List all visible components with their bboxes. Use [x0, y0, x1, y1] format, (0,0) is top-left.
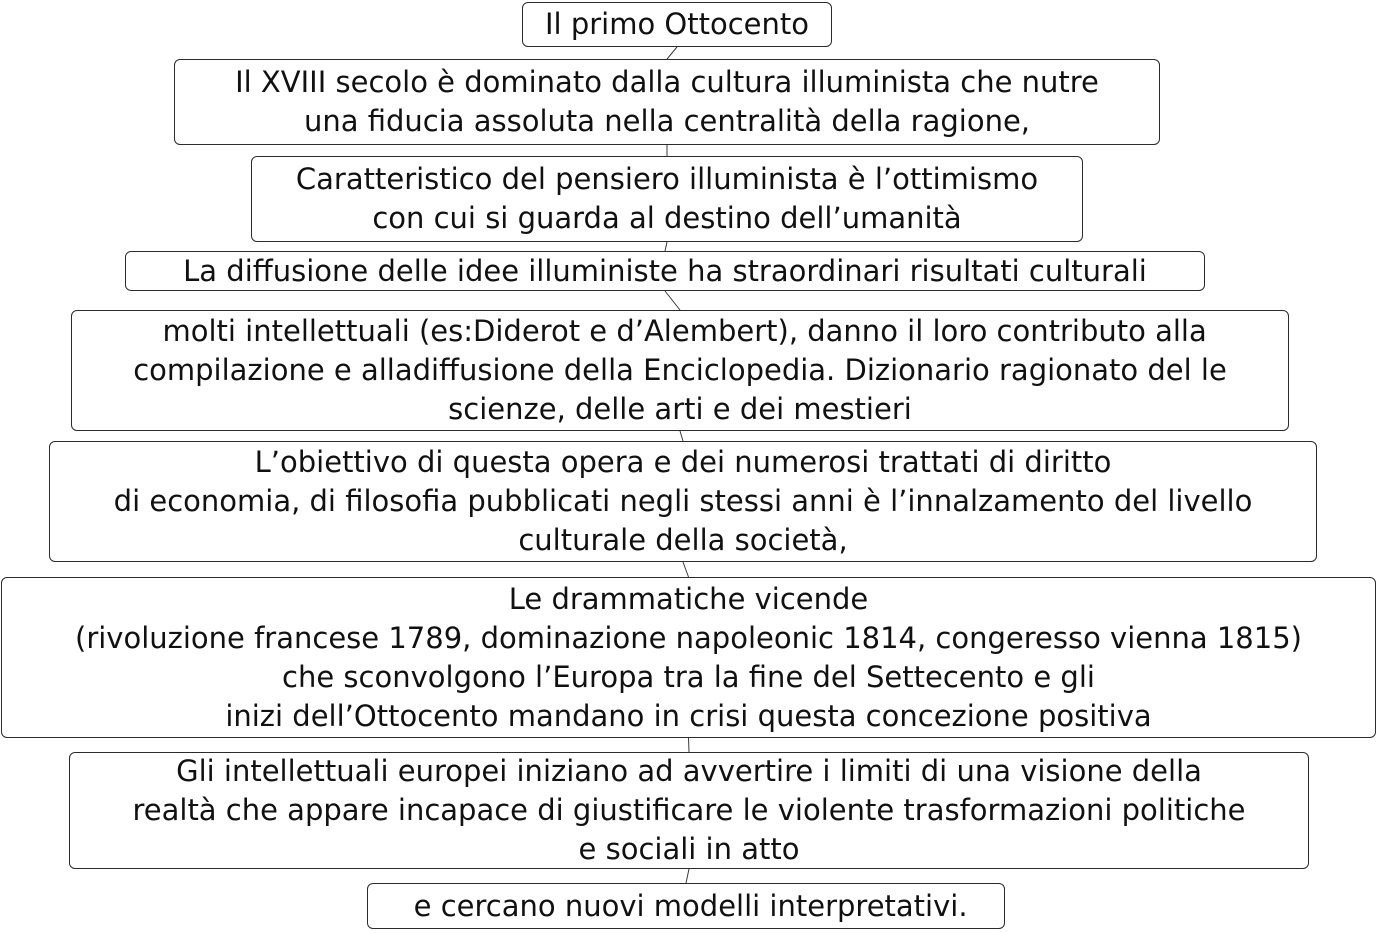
node-dramatic-events-line: che sconvolgono l’Europa tra la fine del Settecento e gli — [282, 659, 1095, 694]
node-objective — [49, 441, 1317, 562]
connector-line — [686, 869, 689, 883]
node-title — [522, 2, 832, 47]
connector-line — [683, 562, 689, 577]
connector-line — [665, 291, 680, 310]
node-intellectuals-limits-line: Gli intellettuali europei iniziano ad avvertire i limiti di una visione della — [176, 754, 1202, 788]
node-optimism-line: Caratteristico del pensiero illuminista è l’ottimismo — [295, 162, 1039, 196]
node-xviii-century — [174, 59, 1160, 145]
node-objective-line: di economia, di filosofia pubblicati negli stessi anni è l’innalzamento del livello — [113, 484, 1253, 518]
node-encyclopedia-line: molti intellettuali (es:Diderot e d’Alembert), danno il loro contributo alla — [153, 314, 1207, 348]
node-encyclopedia-line: compilazione e alladiffusione della Enciclopedia. Dizionario ragionato del le — [133, 353, 1227, 387]
node-new-models — [367, 883, 1005, 929]
node-optimism-line: con cui si guarda al destino dell’umanità — [372, 201, 962, 235]
node-dramatic-events-line: inizi dell’Ottocento mandano in crisi questa concezione positiva — [225, 698, 1152, 733]
connector-line — [689, 738, 690, 752]
node-intellectuals-limits-line: realtà che appare incapace di giustificare le violente trasformazioni politiche — [132, 793, 1246, 827]
node-intellectuals-limits — [69, 752, 1309, 869]
node-dramatic-events-line: (rivoluzione francese 1789, dominazione napoleonic 1814, congeresso vienna 1815) — [75, 620, 1302, 655]
connector-line — [665, 242, 667, 251]
node-new-models-line: e cercano nuovi modelli interpretativi. — [404, 888, 968, 923]
node-optimism — [251, 156, 1083, 242]
node-xviii-century-line: una fiducia assoluta nella centralità della ragione, — [303, 104, 1031, 138]
node-objective-line: L’obiettivo di questa opera e dei numerosi trattati di diritto — [254, 445, 1112, 479]
node-encyclopedia-line: scienze, delle arti e dei mestieri — [448, 392, 912, 426]
node-intellectuals-limits-line: e sociali in atto — [578, 832, 800, 866]
node-dramatic-events — [1, 577, 1376, 738]
connector-line — [680, 431, 683, 441]
connector-line — [667, 47, 677, 59]
node-title-line: Il primo Ottocento — [544, 7, 810, 41]
node-diffusion — [125, 251, 1205, 291]
node-encyclopedia — [71, 310, 1289, 431]
node-xviii-century-line: Il XVIII secolo è dominato dalla cultura illuminista che nutre — [235, 65, 1099, 99]
node-dramatic-events-line: Le drammatiche vicende — [508, 581, 869, 616]
node-objective-line: culturale della società, — [518, 523, 848, 557]
node-diffusion-line: La diffusione delle idee illuministe ha straordinari risultati culturali — [183, 253, 1147, 288]
